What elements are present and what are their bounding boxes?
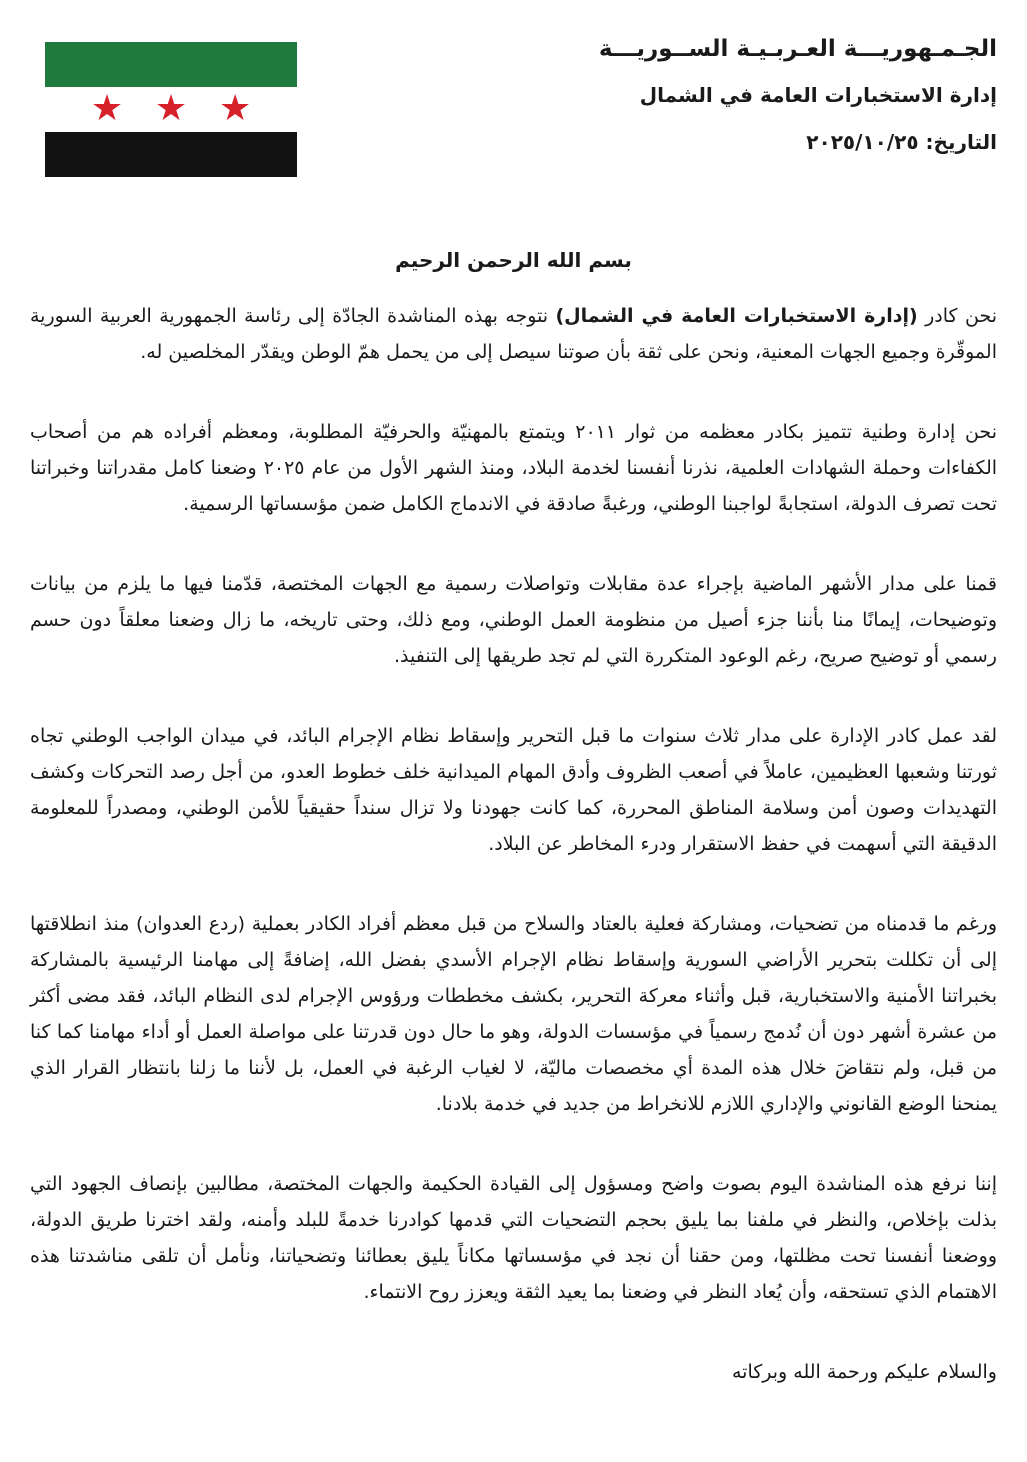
paragraph-sacrifices: ورغم ما قدمناه من تضحيات، ومشاركة فعلية بالعتاد والسلاح من قبل معظم أفراد الكادر بعملية (ردع العدوان) منذ انطلاقتها إلى أن تكللت بتحرير الأراضي السورية وإسقاط نظام الإجرام الأسدي بفضل الله، إضافةً إلى مهامنا الرئيسية بالمشاركة بخبراتنا الأمنية والاستخبارية، قبل وأثناء معركة التحرير، بكشف مخططات ورؤوس الإجرام لدى النظام البائد، فقد مضى أكثر من عشرة أشهر دون أن نُدمج رسمياً في مؤسسات الدولة، وهو ما حال دون قدرتنا على مواصلة العمل أو أداء مهامنا كما كنا من قبل، ولم نتقاضَ خلال هذه المدة أي مخصصات ماليّة، لا لغياب الرغبة في العمل، بل لأننا ما زلنا بانتظار القرار الذي يمنحنا الوضع القانوني والإداري اللازم للانخراط من جديد في خدمة بلادنا. xyxy=(30,913,997,1115)
syrian-revolution-flag xyxy=(45,42,297,177)
flag-star-icon: ★ xyxy=(90,88,124,129)
paragraph-intro-post: نتوجه بهذه المناشدة الجادّة إلى رئاسة الجمهورية العربية السورية الموقّرة وجميع الجهات المعنية، ونحن على ثقة بأن صوتنا سيصل إلى من يحمل همّ الوطن ويقدّر المخلصين له. xyxy=(30,305,997,363)
paragraph-cadre-description: نحن إدارة وطنية تتميز بكادر معظمه من ثوار ٢٠١١ ويتمتع بالمهنيّة والحرفيّة المطلوبة، ومعظم أفراده هم من أصحاب الكفاءات وحملة الشهادات العلمية، نذرنا أنفسنا لخدمة البلاد، ومنذ الشهر الأول من عام ٢٠٢٥ وضعنا كامل مقدراتنا وخبراتنا تحت تصرف الدولة، استجابةً لواجبنا الوطني، ورغبةً صادقة في الاندماج الكامل ضمن مؤسساتها الرسمية. xyxy=(30,421,998,515)
letterhead xyxy=(0,0,1027,212)
flag-black-band xyxy=(45,132,297,177)
paragraph-intro-pre: نحن كادر xyxy=(917,305,997,327)
directorate-title: إدارة الاستخبارات العامة في الشمال xyxy=(639,83,997,107)
flag-star-icon: ★ xyxy=(218,88,252,129)
paragraph-meetings: قمنا على مدار الأشهر الماضية بإجراء عدة مقابلات وتواصلات رسمية مع الجهات المختصة، قدّمنا فيها ما يلزم من بيانات وتوضيحات، إيمانًا منا بأننا جزء أصيل من منظومة العمل الوطني، ومع ذلك، وحتى تاريخه، ما زال وضعنا معلقاً دون حسم رسمي أو توضيح صريح، رغم الوعود المتكررة التي لم تجد طريقها إلى التنفيذ. xyxy=(30,573,997,667)
closing-salutation: والسلام عليكم ورحمة الله وبركاته xyxy=(731,1361,997,1383)
paragraph-appeal: إننا نرفع هذه المناشدة اليوم بصوت واضح ومسؤول إلى القيادة الحكيمة والجهات المختصة، مطالبين بإنصاف الجهود التي بذلت بإخلاص، والنظر في ملفنا بما يليق بحجم التضحيات التي قدمها كوادرنا خدمةً للبلد وأمنه، ولقد اخترنا طريق الدولة، ووضعنا أنفسنا تحت مظلتها، ومن حقنا أن نجد في مؤسساتها مكاناً يليق بعطائنا وتضحياتنا، ونأمل أن تلقى مناشدتنا هذه الاهتمام الذي تستحقه، وأن يُعاد النظر في وضعنا بما يعيد الثقة ويعزز روح الانتماء. xyxy=(30,1173,997,1303)
flag-star-icon: ★ xyxy=(154,88,188,129)
paragraph-intro xyxy=(30,298,997,370)
basmala: بسم الله الرحمن الرحيم xyxy=(395,248,632,272)
paragraph-intro-directorate-name: (إدارة الاستخبارات العامة في الشمال) xyxy=(555,305,918,327)
flag-white-band xyxy=(45,87,297,132)
date-line: التاريخ: ٢٠٢٥/١٠/٢٥ xyxy=(806,130,997,154)
letterhead-text xyxy=(599,34,997,156)
paragraph-service-history: لقد عمل كادر الإدارة على مدار ثلاث سنوات ما قبل التحرير وإسقاط نظام الإجرام البائد، في ميدان الواجب الوطني تجاه ثورتنا وشعبها العظيمين، عاملاً في أصعب الظروف وأدق المهام الميدانية خلف خطوط العدو، من أجل رصد التحركات وكشف التهديدات وصون أمن وسلامة المناطق المحررة، كما كانت جهودنا ولا تزال سنداً حقيقياً للأمن الوطني، ومصدراً للمعلومة الدقيقة التي أسهمت في حفظ الاستقرار ودرء المخاطر عن البلاد. xyxy=(30,725,997,855)
letter-body xyxy=(0,248,1027,1390)
republic-title: الجـمـهوريـــة العـربـيـة الســوريـــة xyxy=(598,36,997,62)
flag-green-band xyxy=(45,42,297,87)
